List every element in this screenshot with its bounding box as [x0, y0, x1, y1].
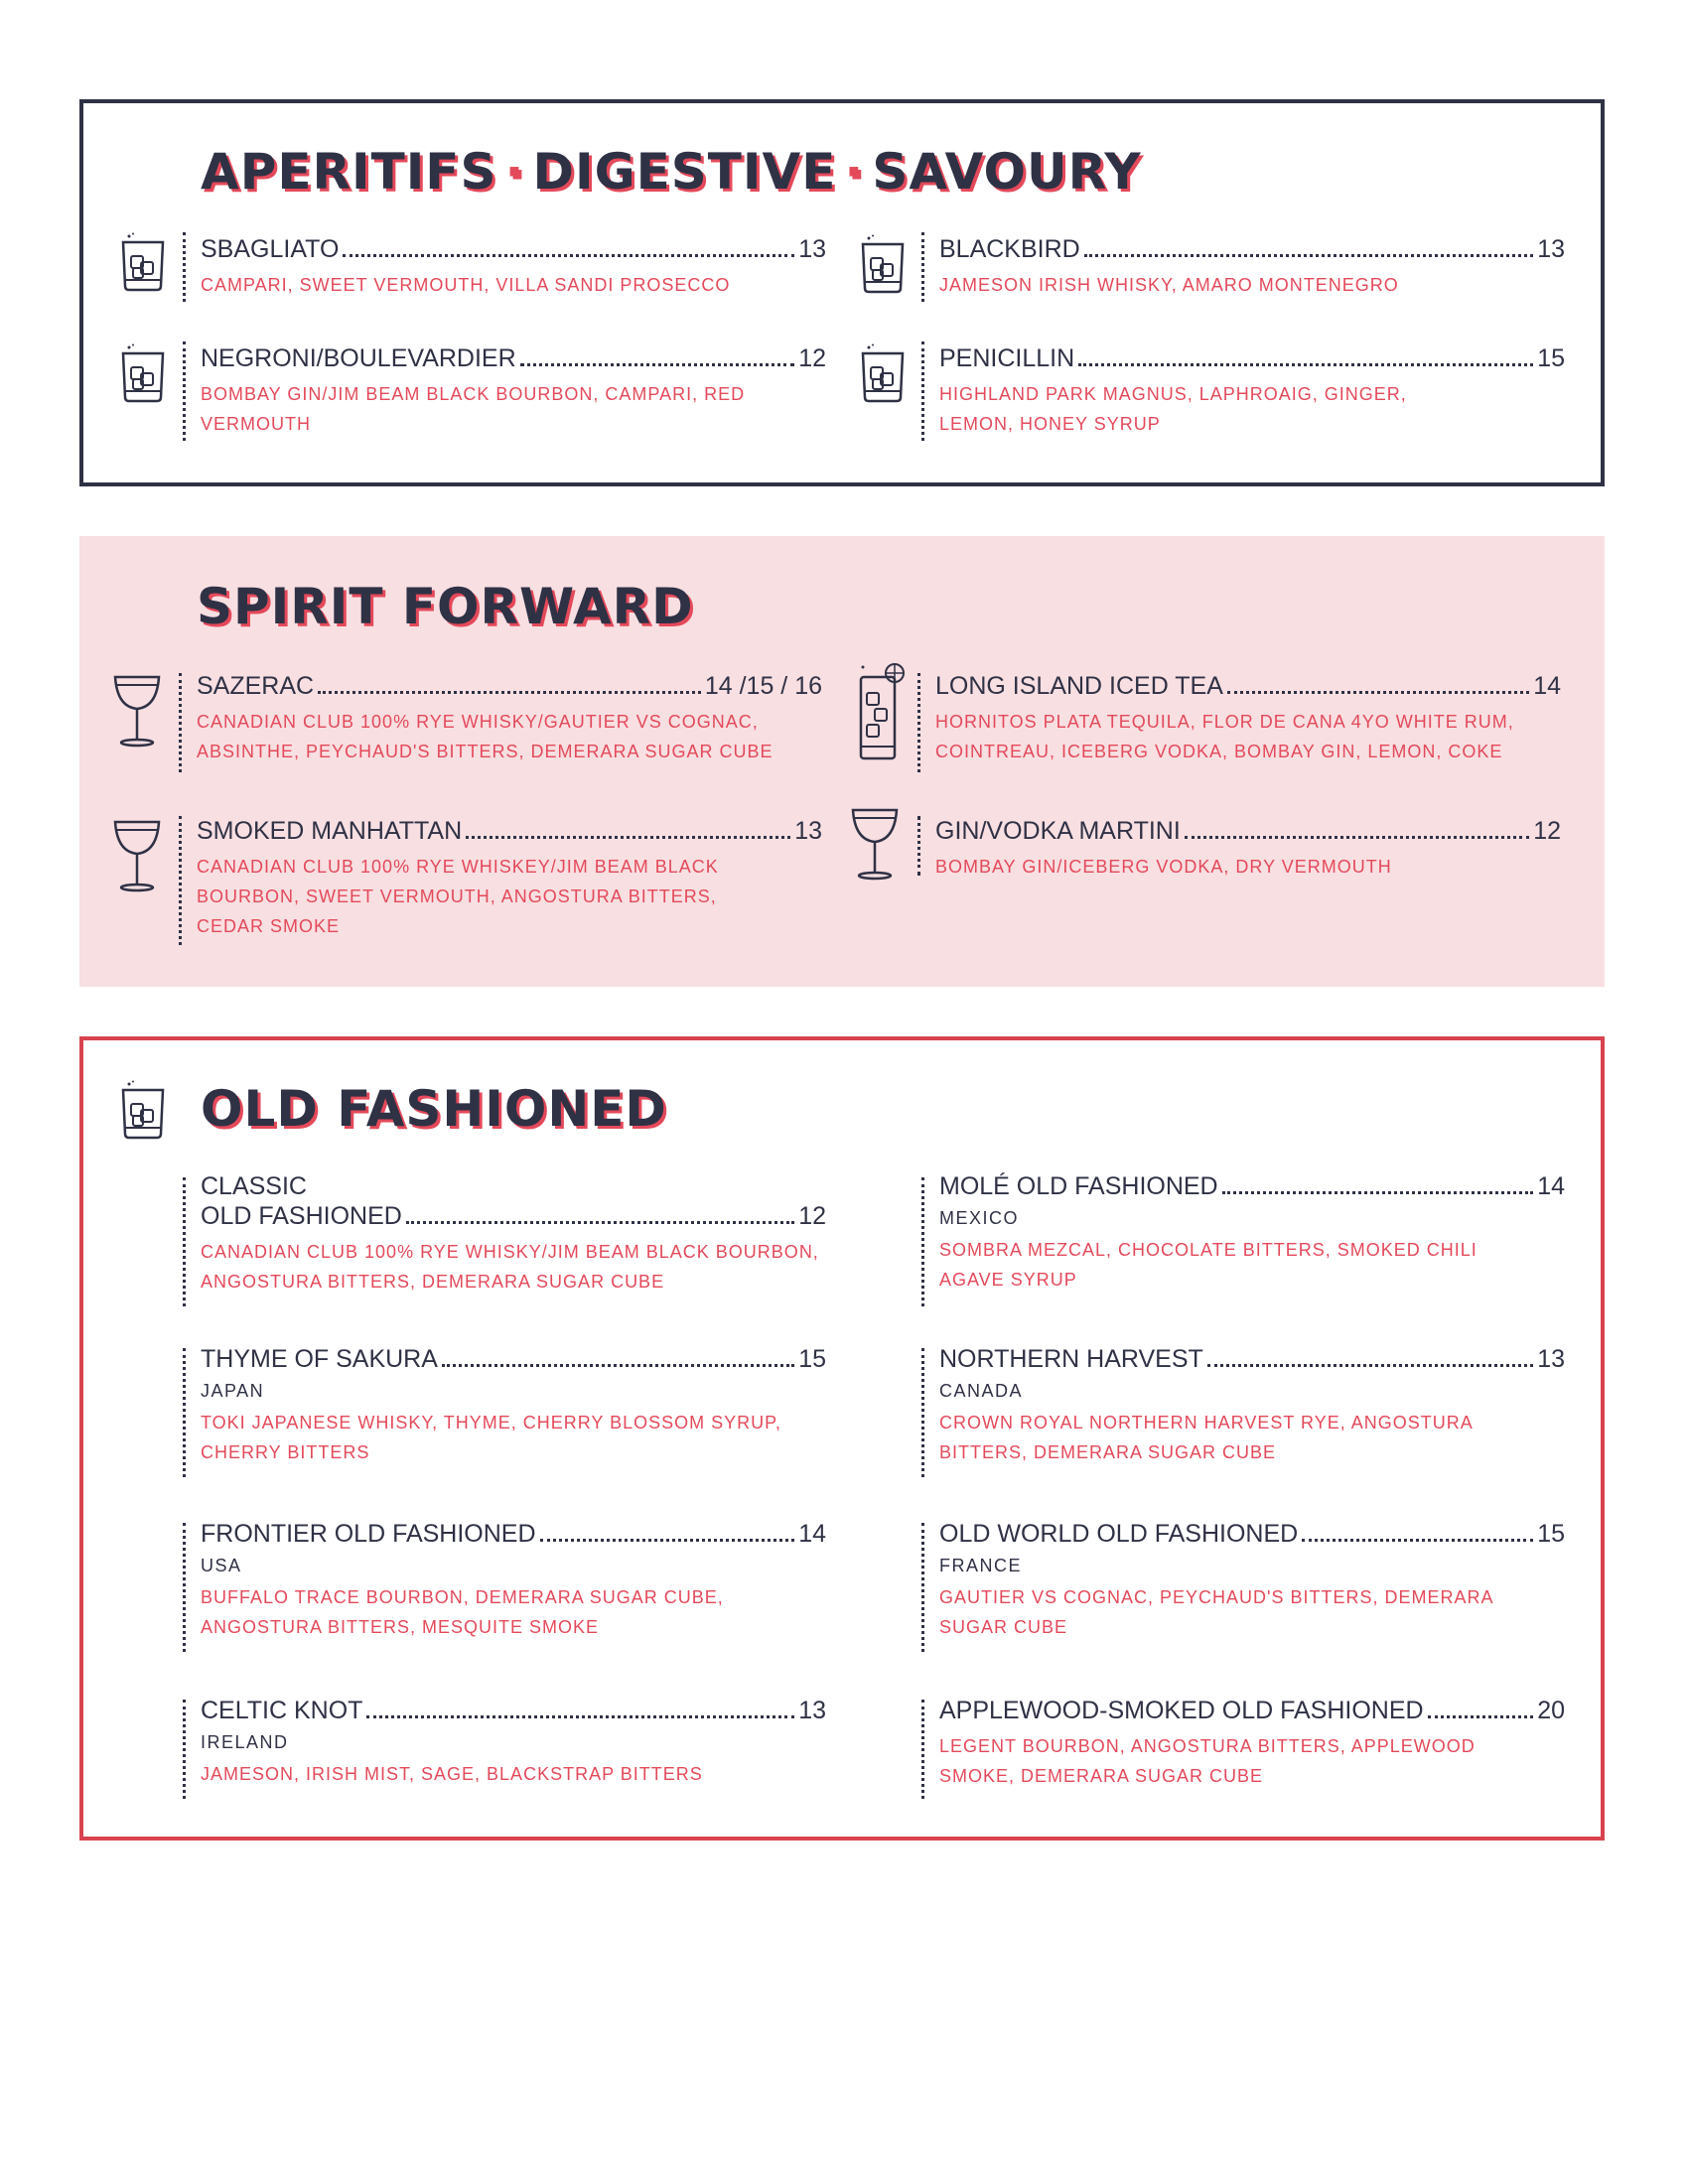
title-separator: ·	[844, 143, 865, 201]
item-price: 12	[798, 344, 826, 372]
item-desc: CANADIAN CLUB 100% RYE WHISKY/JIM BEAM BLACK BOURBON, ANGOSTURA BITTERS, DEMERARA SUGAR CUBE	[201, 1242, 819, 1292]
item-price: 13	[794, 817, 822, 845]
menu-item-penicillin	[939, 343, 1565, 439]
item-desc: CAMPARI, SWEET VERMOUTH, VILLA SANDI PROSECCO	[201, 275, 731, 295]
dot-leader	[1302, 1539, 1533, 1542]
item-desc: BOMBAY GIN/JIM BEAM BLACK BOURBON, CAMPARI, RED VERMOUTH	[201, 384, 746, 434]
item-origin: CANADA	[939, 1381, 1024, 1401]
item-price: 12	[798, 1202, 826, 1230]
item-price: 14	[798, 1520, 826, 1548]
menu-item-sazerac	[197, 671, 822, 766]
item-price: 14 /15 / 16	[704, 672, 822, 700]
divider	[921, 232, 924, 302]
item-price: 15	[798, 1345, 826, 1373]
item-price: 15	[1537, 1520, 1565, 1548]
dot-leader	[1428, 1715, 1534, 1718]
divider	[179, 673, 182, 772]
item-name: OLD FASHIONED	[201, 1202, 402, 1230]
rocks-glass-icon	[859, 343, 907, 403]
item-origin: USA	[201, 1556, 242, 1575]
divider	[183, 1177, 186, 1306]
item-desc: BOMBAY GIN/ICEBERG VODKA, DRY VERMOUTH	[935, 857, 1392, 877]
item-name: PENICILLIN	[939, 344, 1075, 372]
dot-leader	[1207, 1364, 1533, 1367]
item-desc: GAUTIER VS COGNAC, PEYCHAUD'S BITTERS, DEMERARA SUGAR CUBE	[939, 1587, 1493, 1637]
item-price: 14	[1537, 1172, 1565, 1200]
item-name: SAZERAC	[197, 672, 315, 700]
menu-item-martini	[935, 816, 1561, 882]
item-desc: SOMBRA MEZCAL, CHOCOLATE BITTERS, SMOKED CHILI AGAVE SYRUP	[939, 1240, 1477, 1290]
item-desc: JAMESON, IRISH MIST, SAGE, BLACKSTRAP BITTERS	[201, 1764, 703, 1784]
coupe-glass-icon	[113, 673, 161, 749]
dot-leader	[442, 1364, 794, 1367]
item-desc: CANADIAN CLUB 100% RYE WHISKY/GAUTIER VS COGNAC, ABSINTHE, PEYCHAUD'S BITTERS, DEMERARA SUGAR CUBE	[197, 712, 774, 761]
section-title-aperitifs	[201, 143, 1142, 201]
menu-item-classic-old-fashioned	[201, 1171, 826, 1297]
item-price: 14	[1533, 672, 1561, 700]
dot-leader	[1185, 836, 1529, 839]
rocks-glass-icon	[119, 1080, 167, 1140]
item-price: 13	[798, 235, 826, 263]
item-name: GIN/VODKA MARTINI	[935, 817, 1181, 845]
coupe-glass-icon	[851, 806, 899, 882]
item-origin: FRANCE	[939, 1556, 1023, 1575]
divider	[921, 1348, 924, 1477]
dot-leader	[466, 836, 790, 839]
title-part-digestive: DIGESTIVE	[532, 143, 837, 201]
dot-leader	[1227, 691, 1529, 694]
menu-item-long-island	[935, 671, 1561, 766]
dot-leader	[1222, 1191, 1534, 1194]
dot-leader	[406, 1221, 794, 1224]
menu-item-smoked-manhattan	[197, 816, 822, 941]
divider	[917, 673, 920, 772]
divider	[183, 232, 186, 302]
divider	[183, 1348, 186, 1477]
item-desc: BUFFALO TRACE BOURBON, DEMERARA SUGAR CUBE, ANGOSTURA BITTERS, MESQUITE SMOKE	[201, 1587, 724, 1637]
divider	[921, 1700, 924, 1799]
rocks-glass-icon	[859, 234, 907, 294]
menu-item-blackbird	[939, 234, 1565, 300]
dot-leader	[343, 254, 794, 257]
menu-item-old-world	[939, 1519, 1565, 1642]
rocks-glass-icon	[119, 343, 167, 403]
item-price: 13	[1537, 1345, 1565, 1373]
menu-item-mole	[939, 1171, 1565, 1295]
title-separator: ·	[504, 143, 525, 201]
item-name: THYME OF SAKURA	[201, 1345, 438, 1373]
item-price: 13	[798, 1697, 826, 1724]
item-desc: CROWN ROYAL NORTHERN HARVEST RYE, ANGOSTURA BITTERS, DEMERARA SUGAR CUBE	[939, 1413, 1473, 1462]
divider	[921, 341, 924, 441]
coupe-glass-icon	[113, 818, 161, 893]
item-desc: TOKI JAPANESE WHISKY, THYME, CHERRY BLOSSOM SYRUP, CHERRY BITTERS	[201, 1413, 781, 1462]
item-desc: HORNITOS PLATA TEQUILA, FLOR DE CANA 4YO WHITE RUM, COINTREAU, ICEBERG VODKA, BOMBAY GIN, LEMON, COKE	[935, 712, 1514, 761]
divider	[921, 1523, 924, 1652]
menu-item-sbagliato	[201, 234, 826, 300]
item-price: 20	[1537, 1697, 1565, 1724]
section-title-old-fashioned: OLD FASHIONED	[201, 1080, 667, 1138]
divider	[179, 816, 182, 945]
aperitifs-section	[79, 99, 1605, 486]
item-name: APPLEWOOD-SMOKED OLD FASHIONED	[939, 1697, 1424, 1724]
item-price: 12	[1533, 817, 1561, 845]
dot-leader	[1084, 254, 1533, 257]
item-desc: LEGENT BOURBON, ANGOSTURA BITTERS, APPLEWOOD SMOKE, DEMERARA SUGAR CUBE	[939, 1736, 1476, 1786]
menu-item-northern-harvest	[939, 1344, 1565, 1467]
highball-glass-icon	[855, 663, 907, 762]
divider	[183, 1700, 186, 1799]
divider	[921, 1177, 924, 1306]
item-price: 13	[1537, 235, 1565, 263]
dot-leader	[540, 1539, 795, 1542]
item-name: OLD WORLD OLD FASHIONED	[939, 1520, 1299, 1548]
menu-item-celtic-knot	[201, 1696, 826, 1789]
menu-item-frontier	[201, 1519, 826, 1642]
item-price: 15	[1537, 344, 1565, 372]
title-part-savoury: SAVOURY	[872, 143, 1142, 201]
item-desc: HIGHLAND PARK MAGNUS, LAPHROAIG, GINGER, LEMON, HONEY SYRUP	[939, 384, 1407, 434]
dot-leader	[520, 363, 795, 366]
dot-leader	[1078, 363, 1533, 366]
item-origin: JAPAN	[201, 1381, 265, 1401]
item-origin: IRELAND	[201, 1732, 289, 1752]
item-desc: JAMESON IRISH WHISKY, AMARO MONTENEGRO	[939, 275, 1399, 295]
item-name: NORTHERN HARVEST	[939, 1345, 1203, 1373]
item-origin: MEXICO	[939, 1208, 1020, 1228]
rocks-glass-icon	[119, 232, 167, 292]
divider	[917, 816, 920, 876]
item-pre-name: CLASSIC	[201, 1172, 307, 1200]
item-name: SMOKED MANHATTAN	[197, 817, 463, 845]
item-name: FRONTIER OLD FASHIONED	[201, 1520, 536, 1548]
item-name: SBAGLIATO	[201, 235, 340, 263]
item-name: BLACKBIRD	[939, 235, 1080, 263]
item-name: NEGRONI/BOULEVARDIER	[201, 344, 516, 372]
menu-item-thyme-of-sakura	[201, 1344, 826, 1467]
old-fashioned-section	[79, 1036, 1605, 1841]
section-title-spirit-forward: SPIRIT FORWARD	[197, 578, 694, 635]
item-desc: CANADIAN CLUB 100% RYE WHISKEY/JIM BEAM BLACK BOURBON, SWEET VERMOUTH, ANGOSTURA BITTERS, CEDAR SMOKE	[197, 857, 719, 936]
title-part-aperitifs: APERITIFS	[201, 143, 497, 201]
dot-leader	[366, 1715, 794, 1718]
menu-item-negroni	[201, 343, 826, 439]
divider	[183, 1523, 186, 1652]
item-name: LONG ISLAND ICED TEA	[935, 672, 1223, 700]
menu-item-applewood	[939, 1696, 1565, 1791]
item-name: CELTIC KNOT	[201, 1697, 363, 1724]
spirit-forward-section	[79, 536, 1605, 987]
item-name: MOLÉ OLD FASHIONED	[939, 1172, 1218, 1200]
divider	[183, 341, 186, 441]
dot-leader	[318, 691, 701, 694]
